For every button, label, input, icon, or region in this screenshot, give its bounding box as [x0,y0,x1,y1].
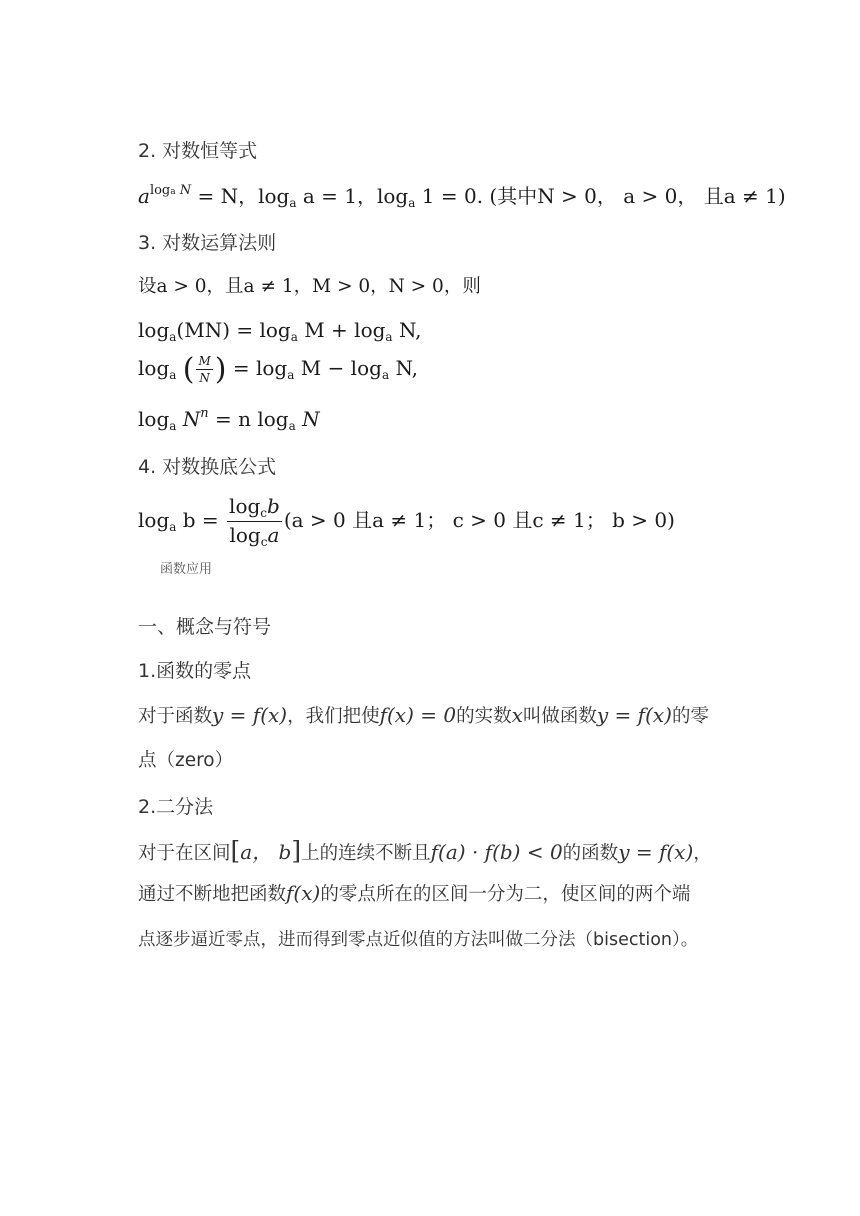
log-rule-product: $\log_a(MN) = \log_a M + \log_a N$, [138,318,422,344]
heading-concepts-symbols: 一、概念与符号 [138,616,272,638]
caption: 函数应用 [160,562,213,577]
log-identity-formula: $a^{loga N} = N$，$\log_a a = 1$，$\log_a 1 = 0$. (其中N > 0， a > 0， 且a ≠ 1) [138,183,786,210]
zero-definition-line2: 点（zero） [138,750,234,771]
heading-log-rules: 3. 对数运算法则 [138,232,277,254]
log-rule-power: $\log_a N^n = n$ $\log_a N$ [138,406,320,433]
exponent: loga N [149,183,192,198]
bisection-line2: 通过不断地把函数f(x)的零点所在的区间一分为二，使区间的两个端 [138,881,691,905]
identity-part4: 1 = 0. (其中N > 0， a > 0， 且a ≠ 1) [421,184,786,208]
identity-part3: a = 1，log [302,184,409,208]
change-of-base-condition: (a > 0 且a ≠ 1； c > 0 且c ≠ 1； b > 0) [283,508,675,532]
bisection-line3: 点逐步逼近零点，进而得到零点近似值的方法叫做二分法（bisection）。 [138,930,699,950]
heading-bisection: 2.二分法 [138,796,214,818]
bisection-line1: 对于在区间[a， b]上的连续不断且f(a) · f(b) < 0的函数y = f(x)， [138,836,712,865]
heading-log-identity: 2. 对数恒等式 [138,140,258,162]
identity-part2: = N，log [197,184,290,208]
var-a: a [138,184,150,208]
log-rule-quotient: $\log_a$ ( $\frac{M}{N}$ ) = $\log_a M - \log_a N$, [138,352,419,387]
change-of-base-fraction: $\frac{\log_cb}{\log_ca}$ [229,494,280,549]
heading-function-zero: 1.函数的零点 [138,660,252,682]
log-rules-condition: 设a > 0，且a ≠ 1，M > 0，N > 0，则 [138,276,481,297]
zero-definition-line1: 对于函数y = f(x)，我们把使f(x) = 0的实数x叫做函数y = f(x)的零 [138,703,709,727]
change-of-base-formula: $\log_a b$ = $\frac{\log_cb}{\log_ca}$ (a > 0 且a ≠ 1； c > 0 且c ≠ 1； b > 0) [138,494,675,549]
fraction-m-over-n: $\frac{M}{N}$ [198,354,211,385]
heading-change-of-base: 4. 对数换底公式 [138,456,277,478]
